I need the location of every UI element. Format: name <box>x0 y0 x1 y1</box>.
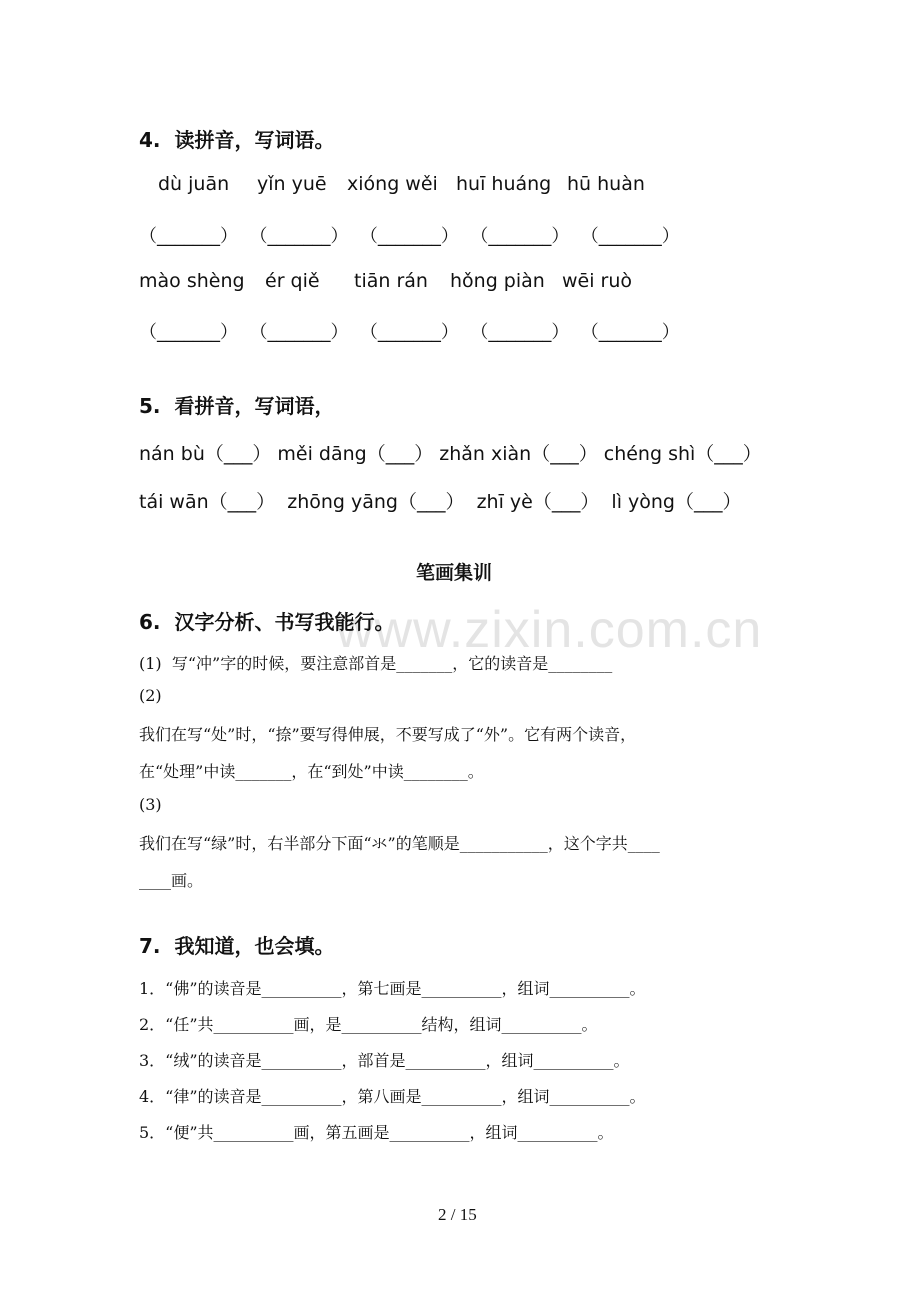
q6-part3-line[interactable]: ____画。 <box>139 871 204 890</box>
q5-line[interactable]: tái wān（___） zhōng yāng（___） zhī yè（___） lì yòng（___） <box>139 491 742 513</box>
q4-answer-blanks[interactable]: （_______） （_______） （_______） （_______） （_______） <box>139 226 680 247</box>
q7-item[interactable]: 4．“律”的读音是__________，第八画是__________，组词__________。 <box>139 1087 646 1106</box>
q4-pinyin: tiān rán <box>354 270 428 292</box>
q4-pinyin: dù juān <box>158 173 230 195</box>
q6-part1[interactable]: (1) 写“冲”字的时候，要注意部首是_______，它的读音是________ <box>139 654 613 673</box>
page-number: 2 / 15 <box>438 1205 477 1224</box>
q6-part2-line: 我们在写“处”时，“捺”要写得伸展，不要写成了“外”。它有两个读音， <box>139 725 637 744</box>
q4-pinyin: yǐn yuē <box>257 173 327 195</box>
q7-item[interactable]: 2．“任”共__________画，是__________结构，组词__________。 <box>139 1015 598 1034</box>
q4-pinyin: mào shèng <box>139 270 245 292</box>
q4-pinyin: hǒng piàn <box>450 270 545 292</box>
q6-part3-label: (3) <box>139 795 162 814</box>
q7-heading: 7. 我知道，也会填。 <box>139 934 335 958</box>
q6-part2-label: (2) <box>139 686 162 705</box>
q4-heading: 4. 读拼音，写词语。 <box>139 128 335 152</box>
q7-item[interactable]: 1．“佛”的读音是__________，第七画是__________，组词__________。 <box>139 979 646 998</box>
section-title: 笔画集训 <box>416 562 493 584</box>
q4-pinyin: wēi ruò <box>562 270 633 292</box>
q6-part3-line[interactable]: 我们在写“绿”时，右半部分下面“氺”的笔顺是___________，这个字共____ <box>139 834 660 853</box>
q4-answer-blanks[interactable]: （_______） （_______） （_______） （_______） （_______） <box>139 322 680 343</box>
q7-item[interactable]: 3．“绒”的读音是__________，部首是__________，组词__________。 <box>139 1051 630 1070</box>
q4-pinyin: ér qiě <box>265 270 320 292</box>
q7-item[interactable]: 5．“便”共__________画，第五画是__________，组词__________。 <box>139 1123 614 1142</box>
q6-part2-line[interactable]: 在“处理”中读_______，在“到处”中读________。 <box>139 762 484 781</box>
q5-line[interactable]: nán bù（___） měi dāng（___） zhǎn xiàn（___） chéng shì（___） <box>139 443 762 465</box>
q5-heading: 5. 看拼音，写词语， <box>139 394 335 418</box>
q6-heading: 6. 汉字分析、书写我能行。 <box>139 610 395 634</box>
q4-pinyin: xióng wěi <box>347 173 438 195</box>
watermark: www.zixin.com.cn <box>336 601 763 659</box>
q4-pinyin: hū huàn <box>567 173 645 195</box>
q4-pinyin: huī huáng <box>456 173 552 195</box>
